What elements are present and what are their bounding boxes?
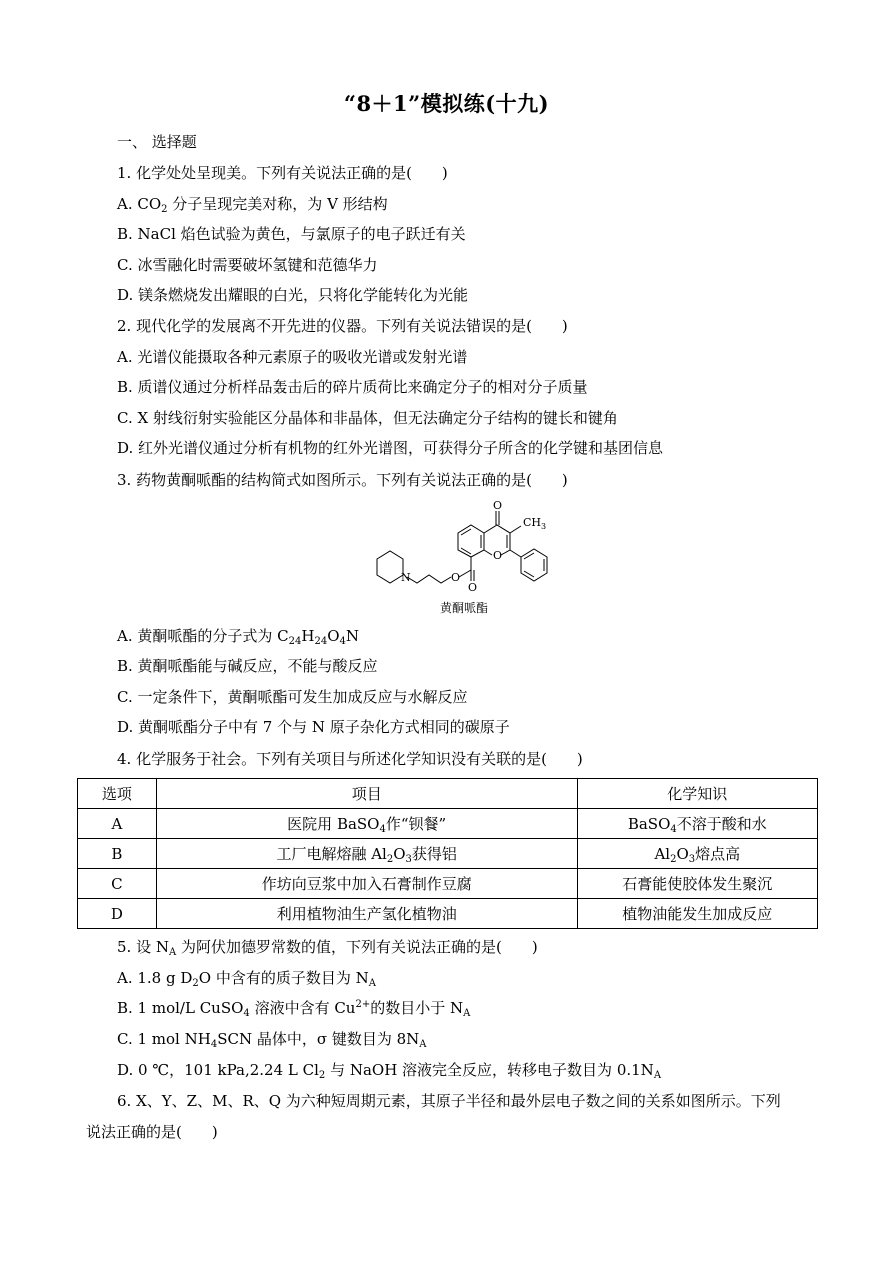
table-header-cell: 选项 (78, 779, 157, 809)
q3-option-a: A. 黄酮哌酯的分子式为 $C_{24}H_{24}O_4N$ (117, 627, 359, 647)
page-title: “8＋1”模拟练(十九) (343, 91, 550, 116)
q6-stem-continued: 说法正确的是( ) (86, 1123, 218, 1141)
table-cell-project: 医院用 BaSO$_4$作“钡餐” (156, 809, 577, 839)
table-row (78, 839, 818, 869)
table-cell-knowledge: 植物油能发生加成反应 (577, 899, 817, 929)
q3-option-c: C. 一定条件下，黄酮哌酯可发生加成反应与水解反应 (117, 688, 468, 706)
table-cell-knowledge: 石膏能使胶体发生聚沉 (577, 869, 817, 899)
q3-option-b: B. 黄酮哌酯能与碱反应，不能与酸反应 (117, 657, 378, 675)
q5-option-b: B. 1 mol/L CuSO$_4$ 溶液中含有 $Cu^{2+}$的数目小于 $N_A$ (117, 999, 471, 1019)
q1-option-a: A. $CO_2$ 分子呈现完美对称，为 V 形结构 (117, 195, 388, 215)
q4-table (77, 778, 818, 929)
label-ring-oxygen: O (493, 549, 503, 562)
q5-option-c: C. 1 mol $NH_4SCN$ 晶体中，σ 键数目为 $8N_A$ (117, 1030, 427, 1050)
table-header-row (78, 779, 818, 809)
table-cell-option: D (78, 899, 157, 929)
q1-option-d: D. 镁条燃烧发出耀眼的白光，只将化学能转化为光能 (117, 286, 469, 304)
q1-stem: 1. 化学处处呈现美。下列有关说法正确的是( ) (117, 164, 448, 182)
q2-option-d: D. 红外光谱仪通过分析有机物的红外光谱图，可获得分子所含的化学键和基团信息 (117, 439, 664, 457)
q1-option-c: C. 冰雪融化时需要破坏氢键和范德华力 (117, 256, 378, 274)
structure-caption: 黄酮哌酯 (440, 601, 489, 615)
table-cell-knowledge: $Al_2O_3$熔点高 (577, 839, 817, 869)
label-ester-oxygen: O (451, 571, 461, 584)
table-row (78, 809, 818, 839)
q2-option-a: A. 光谱仪能摄取各种元素原子的吸收光谱或发射光谱 (117, 348, 468, 366)
table-cell-project: 利用植物油生产氢化植物油 (156, 899, 577, 929)
phenyl-ring (521, 549, 547, 581)
table-cell-option: B (78, 839, 157, 869)
q3-option-d: D. 黄酮哌酯分子中有 7 个与 N 原子杂化方式相同的碳原子 (117, 718, 510, 736)
q4-stem: 4. 化学服务于社会。下列有关项目与所述化学知识没有关联的是( ) (117, 750, 583, 768)
table-cell-project: 工厂电解熔融 $Al_2O_3$获得铝 (156, 839, 577, 869)
benzo-ring (458, 525, 484, 557)
q2-option-b: B. 质谱仪通过分析样品轰击后的碎片质荷比来确定分子的相对分子质量 (117, 378, 588, 396)
table-row (78, 899, 818, 929)
table-header-cell: 化学知识 (577, 779, 817, 809)
piperidine-ring (377, 551, 403, 583)
q5-option-a: A. 1.8 g $D_2O$ 中含有的质子数目为 $N_A$ (117, 969, 376, 989)
q6-stem: 6. X、Y、Z、M、R、Q 为六种短周期元素，其原子半径和最外层电子数之间的关系如图所示。下列 (117, 1092, 781, 1110)
table-header-cell: 项目 (156, 779, 577, 809)
label-methyl: $CH_3$ (523, 516, 547, 531)
label-nitrogen: N (401, 571, 411, 584)
table-cell-project: 作坊向豆浆中加入石膏制作豆腐 (156, 869, 577, 899)
q2-stem: 2. 现代化学的发展离不开先进的仪器。下列有关说法错误的是( ) (117, 317, 568, 335)
q2-option-c: C. X 射线衍射实验能区分晶体和非晶体，但无法确定分子结构的键长和键角 (117, 409, 618, 427)
q5-option-d: D. 0 ℃，101 kPa,2.24 L $Cl_2$ 与 NaOH 溶液完全反应，转移电子数目为 $0.1N_A$ (117, 1061, 662, 1081)
q1-option-b: B. NaCl 焰色试验为黄色，与氯原子的电子跃迁有关 (117, 225, 466, 243)
q3-stem: 3. 药物黄酮哌酯的结构简式如图所示。下列有关说法正确的是( ) (117, 471, 568, 489)
section-heading: 一、 选择题 (117, 133, 197, 151)
table-row (78, 869, 818, 899)
table-cell-knowledge: BaSO$_4$不溶于酸和水 (577, 809, 817, 839)
table-cell-option: C (78, 869, 157, 899)
q5-stem: 5. 设 $N_A$ 为阿伏加德罗常数的值，下列有关说法正确的是( ) (117, 938, 538, 958)
label-carbonyl-oxygen-ester: O (468, 581, 478, 594)
label-carbonyl-oxygen: O (493, 499, 503, 512)
table-cell-option: A (78, 809, 157, 839)
